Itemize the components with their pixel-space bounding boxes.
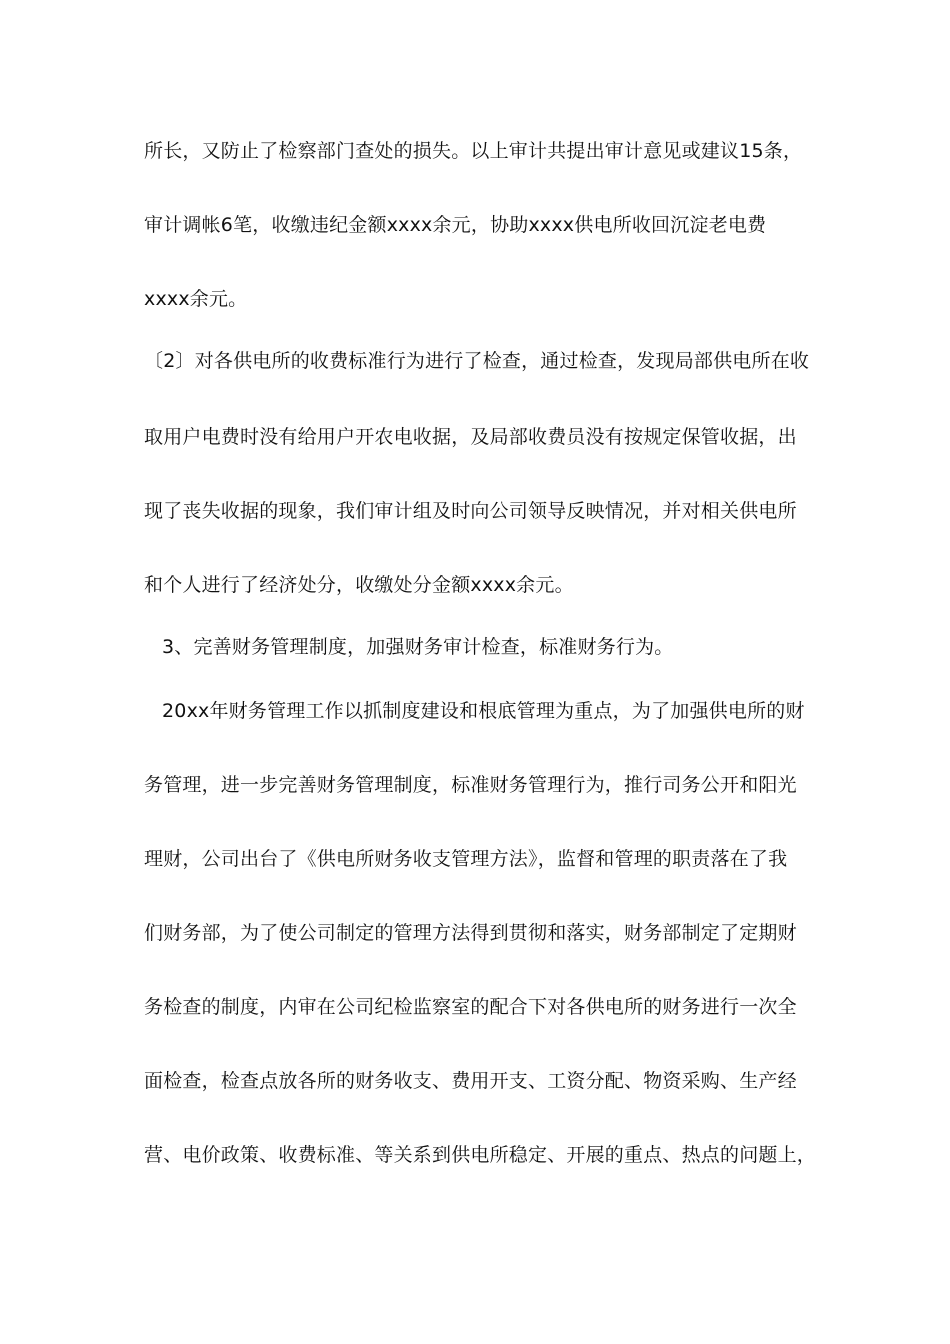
text-line-13: 务检查的制度，内审在公司纪检监察室的配合下对各供电所的财务进行一次全 <box>144 996 797 1018</box>
text-line-15: 营、电价政策、收费标准、等关系到供电所稳定、开展的重点、热点的问题上， <box>144 1144 817 1166</box>
text-line-2: 审计调帐6笔，收缴违纪金额xxxx余元，协助xxxx供电所收回沉淀老电费 <box>144 214 767 236</box>
text-line-10: 务管理，进一步完善财务管理制度，标准财务管理行为，推行司务公开和阳光 <box>144 774 797 796</box>
text-line-9: 20xx年财务管理工作以抓制度建设和根底管理为重点，为了加强供电所的财 <box>162 700 805 722</box>
text-line-7: 和个人进行了经济处分，收缴处分金额xxxx余元。 <box>144 574 574 596</box>
text-line-14: 面检查，检查点放各所的财务收支、费用开支、工资分配、物资采购、生产经 <box>144 1070 797 1092</box>
text-line-6: 现了丧失收据的现象，我们审计组及时向公司领导反映情况，并对相关供电所 <box>144 500 797 522</box>
text-line-1: 所长，又防止了检察部门查处的损失。以上审计共提出审计意见或建议15条， <box>144 140 803 162</box>
text-line-5: 取用户电费时没有给用户开农电收据，及局部收费员没有按规定保管收据，出 <box>144 426 797 448</box>
text-line-11: 理财，公司出台了《供电所财务收支管理方法》，监督和管理的职责落在了我 <box>144 848 788 870</box>
text-line-3: xxxx余元。 <box>144 288 248 310</box>
section-heading: 3、完善财务管理制度，加强财务审计检查，标准财务行为。 <box>162 636 674 658</box>
text-line-4: 〔2〕对各供电所的收费标准行为进行了检查，通过检查，发现局部供电所在收 <box>144 350 810 372</box>
text-line-12: 们财务部，为了使公司制定的管理方法得到贯彻和落实，财务部制定了定期财 <box>144 922 797 944</box>
